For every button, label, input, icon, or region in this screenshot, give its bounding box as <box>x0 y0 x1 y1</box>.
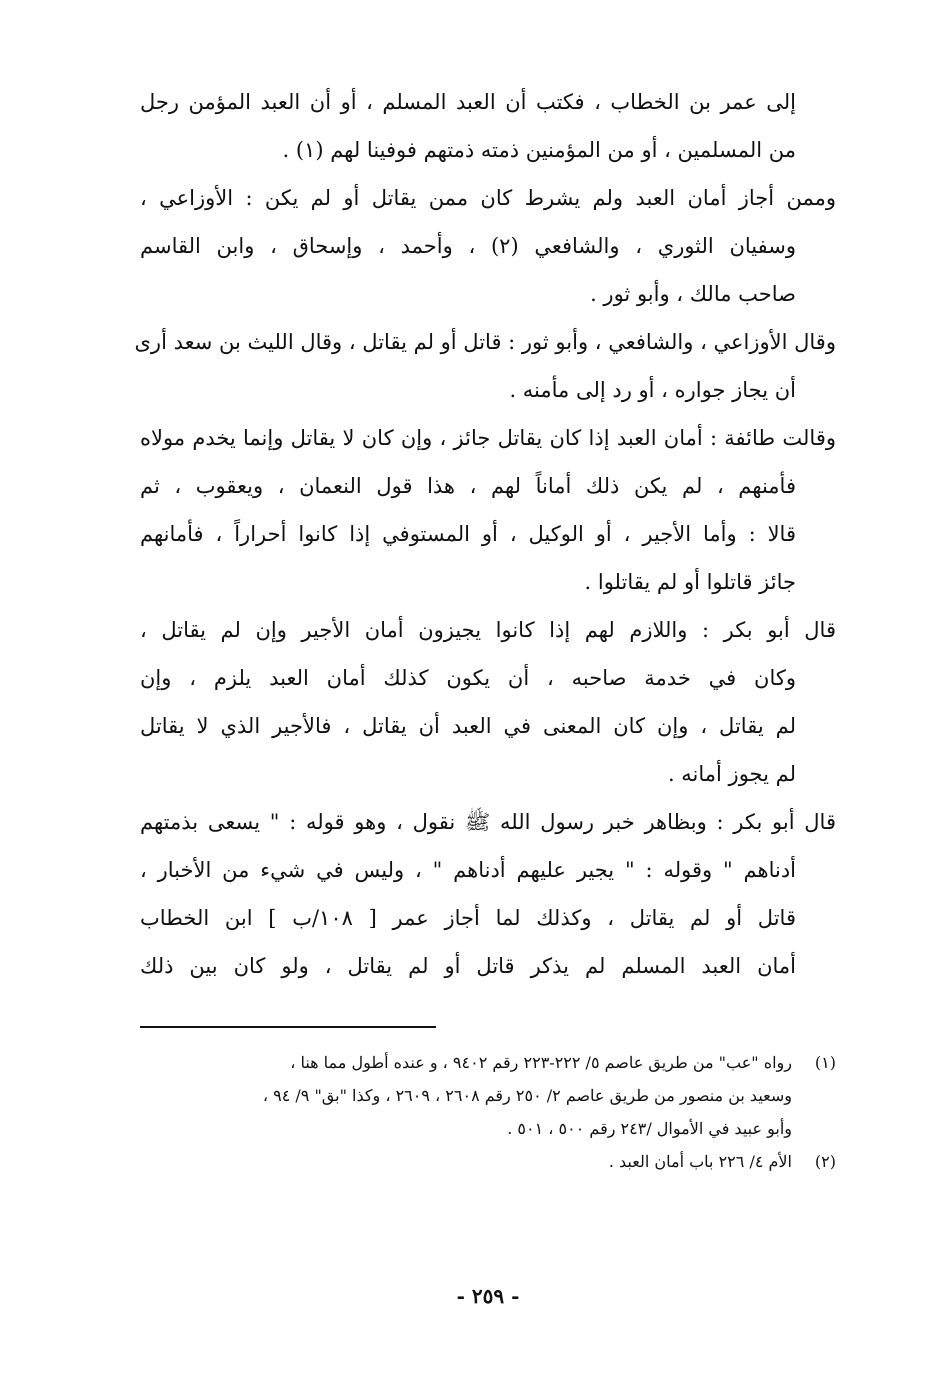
text-line: فأمنهم ، لم يكن ذلك أماناً لهم ، هذا قول النعمان ، ويعقوب ، ثم <box>140 474 796 498</box>
text-line: لم يجوز أمانه . <box>667 762 796 786</box>
page-number: - ٢٥٩ - <box>456 1284 520 1308</box>
footnote-number: (٢) <box>814 1152 836 1171</box>
paragraph-4 <box>140 414 836 606</box>
text-line: لم يقاتل ، وإن كان المعنى في العبد أن يقاتل ، فالأجير الذي لا يقاتل <box>140 714 796 738</box>
text-line: جائز قاتلوا أو لم يقاتلوا . <box>584 570 796 594</box>
text-line: من المسلمين ، أو من المؤمنين ذمته ذمتهم فوفينا لهم (١) . <box>282 138 796 162</box>
text-line: وممن أجاز أمان العبد ولم يشرط كان ممن يقاتل أو لم يكن : الأوزاعي ، <box>140 186 836 210</box>
text-line: وكان في خدمة صاحبه ، أن يكون كذلك أمان العبد يلزم ، وإن <box>140 666 796 690</box>
paragraph-3 <box>134 318 836 414</box>
text-line: إلى عمر بن الخطاب ، فكتب أن العبد المسلم ، أو أن العبد المؤمن رجل <box>140 90 796 114</box>
footnote-2 <box>140 1145 836 1178</box>
text-line: أدناهم " وقوله : " يجير عليهم أدناهم " ، وليس في شيء من الأخبار ، <box>140 858 796 882</box>
footnote-text: رواه "عب" من طريق عاصم ٥/ ٢٢٢-٢٢٣ رقم ٩٤٠٢ ، و عنده أطول مما هنا ، <box>290 1053 792 1072</box>
footnote-separator <box>140 1026 436 1028</box>
paragraph-6 <box>140 798 836 990</box>
paragraph-2 <box>140 174 836 318</box>
text-line: وقالت طائفة : أمان العبد إذا كان يقاتل جائز ، وإن كان لا يقاتل وإنما يخدم مولاه <box>140 426 836 450</box>
footnote-1 <box>140 1046 836 1079</box>
text-line: قاتل أو لم يقاتل ، وكذلك لما أجاز عمر [ ١٠٨/ب ] ابن الخطاب <box>140 906 796 930</box>
text-line: أن يجاز جواره ، أو رد إلى مأمنه . <box>509 378 796 402</box>
text-line: وقال الأوزاعي ، والشافعي ، وأبو ثور : قاتل أو لم يقاتل ، وقال الليث بن سعد أرى <box>134 330 836 354</box>
text-line: قال أبو بكر : واللازم لهم إذا كانوا يجيزون أمان الأجير وإن لم يقاتل ، <box>140 618 836 642</box>
footnote-number: (١) <box>814 1053 836 1072</box>
footnotes <box>140 1046 836 1178</box>
text-line: قالا : وأما الأجير ، أو الوكيل ، أو المستوفي إذا كانوا أحراراً ، فأمانهم <box>140 522 796 546</box>
paragraph-1 <box>140 78 836 174</box>
text-line: صاحب مالك ، وأبو ثور . <box>590 282 796 306</box>
text-line: أمان العبد المسلم لم يذكر قاتل أو لم يقاتل ، ولو كان بين ذلك <box>140 954 796 978</box>
text-line: وسفيان الثوري ، والشافعي (٢) ، وأحمد ، وإسحاق ، وابن القاسم <box>140 234 796 258</box>
paragraph-5 <box>140 606 836 798</box>
text-line: قال أبو بكر : وبظاهر خبر رسول الله ﷺ نقول ، وهو قوله : " يسعى بذمتهم <box>140 810 836 834</box>
footnote-text: وسعيد بن منصور من طريق عاصم ٢/ ٢٥٠ رقم ٢٦٠٨ ، ٢٦٠٩ ، وكذا "بق" ٩/ ٩٤ ، <box>262 1086 792 1105</box>
document-page <box>134 78 836 1318</box>
footnote-text: الأم ٤/ ٢٢٦ باب أمان العبد . <box>608 1152 792 1171</box>
footnote-text: وأبو عبيد في الأموال /٢٤٣ رقم ٥٠٠ ، ٥٠١ . <box>507 1119 792 1138</box>
